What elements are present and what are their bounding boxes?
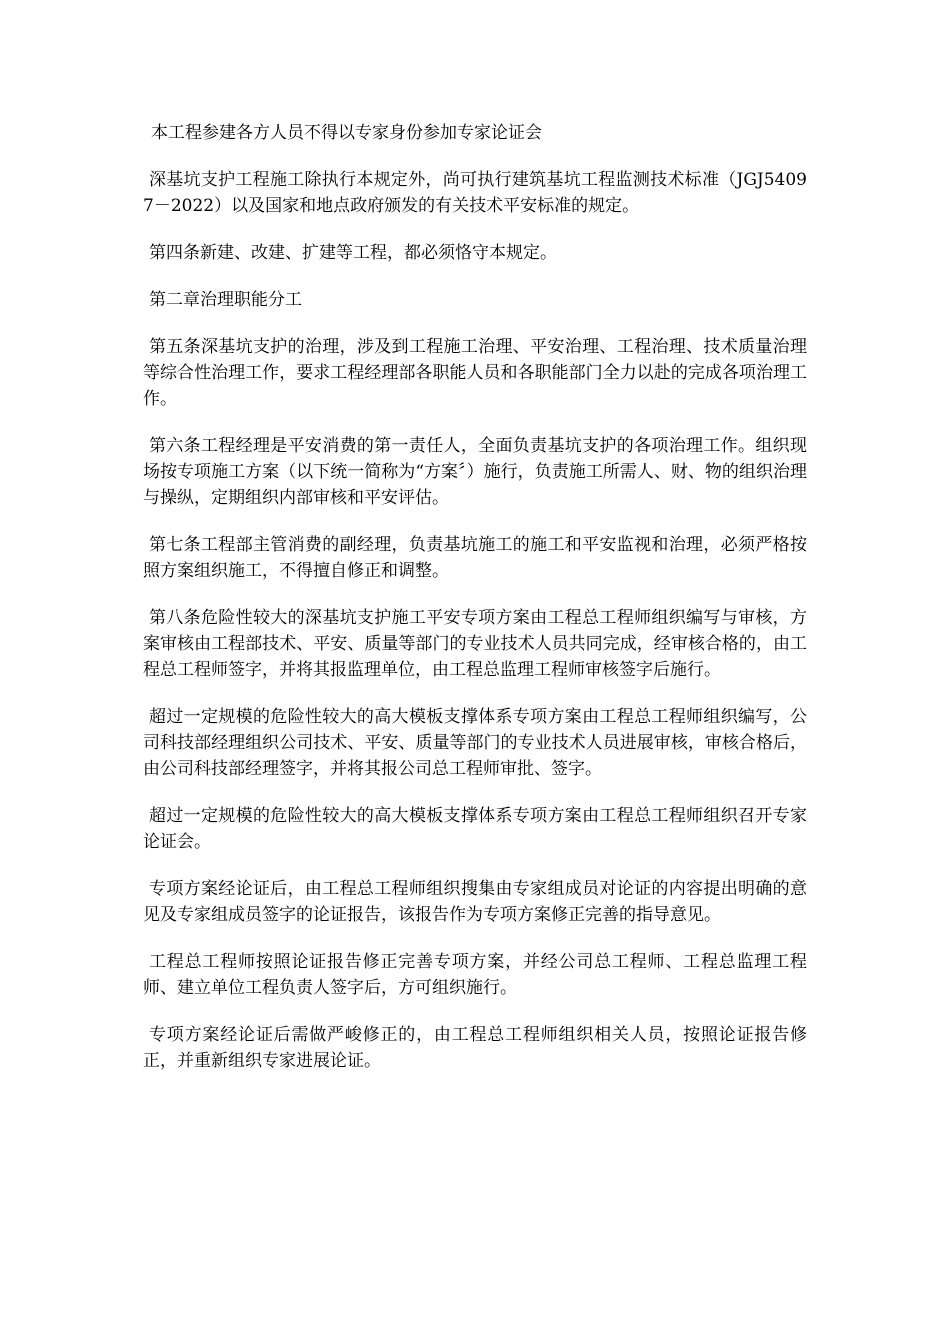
paragraph-1: 本工程参建各方人员不得以专家身份参加专家论证会 [151, 123, 542, 143]
paragraph-12: 工程总工程师按照论证报告修正完善专项方案，并经公司总工程师、工程总监理工程师、建立单位工程负责人签字后，方可组织施行。 [143, 952, 807, 998]
document-body [143, 120, 807, 1095]
paragraph-11: 专项方案经论证后，由工程总工程师组织搜集由专家组成员对论证的内容提出明确的意见及专家组成员签字的论证报告，该报告作为专项方案修正完善的指导意见。 [143, 879, 807, 925]
paragraph-9: 超过一定规模的危险性较大的高大模板支撑体系专项方案由工程总工程师组织编写，公司科技部经理组织公司技术、平安、质量等部门的专业技术人员进展审核，审核合格后，由公司科技部经理签字，并将其报公司总工程师审批、签字。 [143, 707, 807, 779]
paragraph-7: 第七条工程部主管消费的副经理，负责基坑施工的施工和平安监视和治理，必须严格按照方案组织施工，不得擅自修正和调整。 [143, 535, 807, 581]
paragraph-8: 第八条危险性较大的深基坑支护施工平安专项方案由工程总工程师组织编写与审核，方案审核由工程部技术、平安、质量等部门的专业技术人员共同完成，经审核合格的，由工程总工程师签字，并将其报监理单位，由工程总监理工程师审核签字后施行。 [143, 608, 807, 680]
paragraph-6: 第六条工程经理是平安消费的第一责任人，全面负责基坑支护的各项治理工作。组织现场按专项施工方案（以下统一简称为“方案〞）施行，负责施工所需人、财、物的组织治理与操纵，定期组织内部审核和平安评估。 [143, 436, 807, 508]
paragraph-5: 第五条深基坑支护的治理，涉及到工程施工治理、平安治理、工程治理、技术质量治理等综合性治理工作，要求工程经理部各职能人员和各职能部门全力以赴的完成各项治理工作。 [143, 337, 807, 409]
paragraph-10: 超过一定规模的危险性较大的高大模板支撑体系专项方案由工程总工程师组织召开专家论证会。 [143, 806, 807, 852]
paragraph-2: 深基坑支护工程施工除执行本规定外，尚可执行建筑基坑工程监测技术标准（JGJ54097－2022）以及国家和地点政府颁发的有关技术平安标准的规定。 [143, 170, 807, 216]
chapter-heading: 第二章治理职能分工 [149, 290, 302, 310]
paragraph-3: 第四条新建、改建、扩建等工程，都必须恪守本规定。 [149, 243, 557, 263]
paragraph-13: 专项方案经论证后需做严峻修正的，由工程总工程师组织相关人员，按照论证报告修正，并重新组织专家进展论证。 [143, 1025, 807, 1071]
